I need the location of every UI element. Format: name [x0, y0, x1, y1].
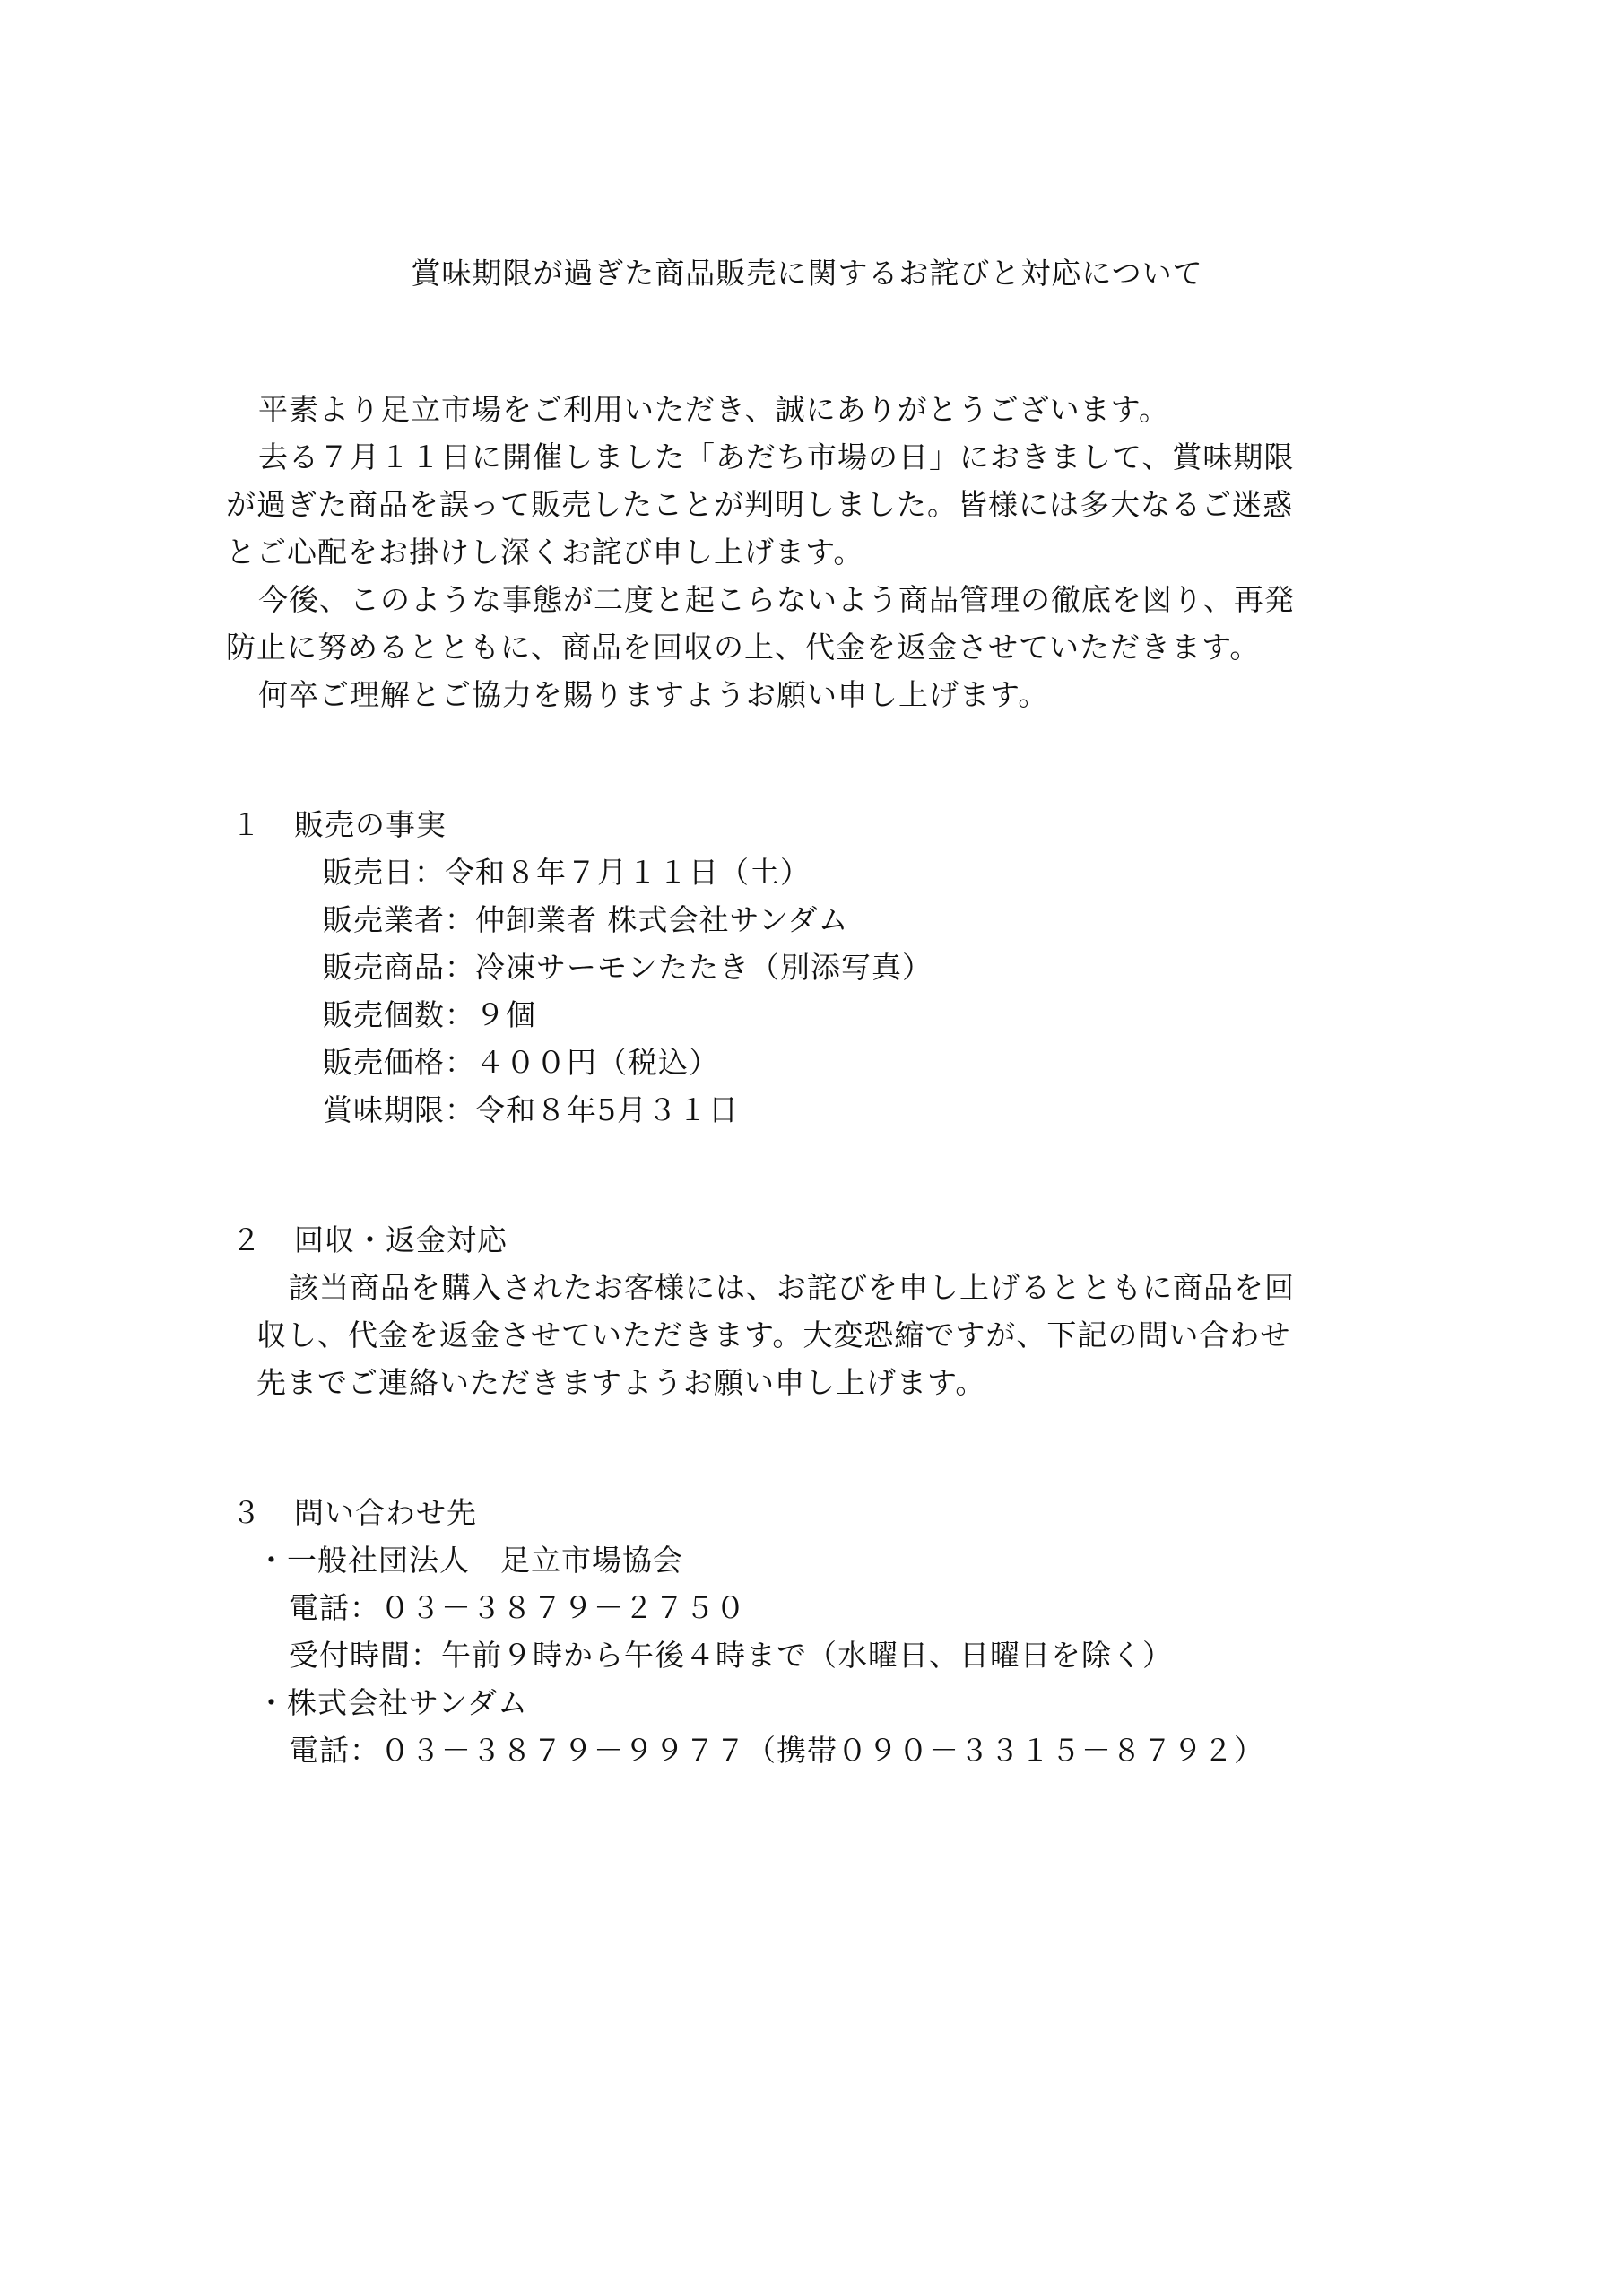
intro-paragraph-3-line-1: 今後、このような事態が二度と起こらないよう商品管理の徹底を図り、再発	[258, 582, 1295, 617]
best-before-date: 賞味期限：令和８年5月３１日	[323, 1092, 739, 1127]
contact-1-hours: 受付時間：午前９時から午後４時まで（水曜日、日曜日を除く）	[289, 1638, 1173, 1673]
section-2-heading	[231, 1218, 508, 1263]
sale-quantity: 販売個数：９個	[323, 997, 536, 1032]
contact-1-phone: 電話：０３－３８７９－２７５０	[289, 1590, 746, 1625]
contact-2-phone: 電話：０３－３８７９－９９７７（携帯０９０－３３１５－８７９２）	[289, 1733, 1264, 1768]
sale-date: 販売日：令和８年７月１１日（土）	[323, 855, 811, 890]
section-2-number: ２	[231, 1222, 262, 1257]
intro-paragraph-1: 平素より足立市場をご利用いただき、誠にありがとうございます。	[258, 392, 1170, 427]
section-3-number: ３	[231, 1495, 262, 1530]
intro-paragraph-4: 何卒ご理解とご協力を賜りますようお願い申し上げます。	[258, 677, 1049, 712]
sale-vendor: 販売業者：仲卸業者 株式会社サンダム	[323, 902, 849, 937]
refund-paragraph-line-3: 先までご連絡いただきますようお願い申し上げます。	[256, 1365, 986, 1400]
intro-paragraph-3-line-2: 防止に努めるとともに、商品を回収の上、代金を返金させていただきます。	[226, 630, 1261, 665]
section-3-heading	[231, 1491, 477, 1535]
section-3-title: 問い合わせ先	[294, 1495, 477, 1530]
section-1-heading	[231, 803, 447, 848]
refund-paragraph-line-2: 収し、代金を返金させていただきます。大変恐縮ですが、下記の問い合わせ	[256, 1318, 1291, 1352]
section-2-title: 回収・返金対応	[294, 1222, 508, 1257]
intro-paragraph-2-line-1: 去る７月１１日に開催しました「あだち市場の日」におきまして、賞味期限	[258, 439, 1295, 474]
section-1-title: 販売の事実	[294, 807, 447, 842]
document-title: 賞味期限が過ぎた商品販売に関するお詫びと対応について	[411, 256, 1203, 291]
sale-price: 販売価格：４００円（税込）	[323, 1045, 719, 1080]
refund-paragraph-line-1: 該当商品を購入されたお客様には、お詫びを申し上げるとともに商品を回	[289, 1270, 1295, 1305]
contact-1-organization: ・一般社団法人 足立市場協会	[256, 1543, 683, 1578]
section-1-number: １	[231, 807, 262, 842]
contact-2-organization: ・株式会社サンダム	[256, 1685, 529, 1720]
intro-paragraph-2-line-2: が過ぎた商品を誤って販売したことが判明しました。皆様には多大なるご迷惑	[226, 487, 1293, 522]
intro-paragraph-2-line-3: とご心配をお掛けし深くお詫び申し上げます。	[226, 535, 864, 570]
sale-product: 販売商品：冷凍サーモンたたき（別添写真）	[323, 950, 933, 985]
